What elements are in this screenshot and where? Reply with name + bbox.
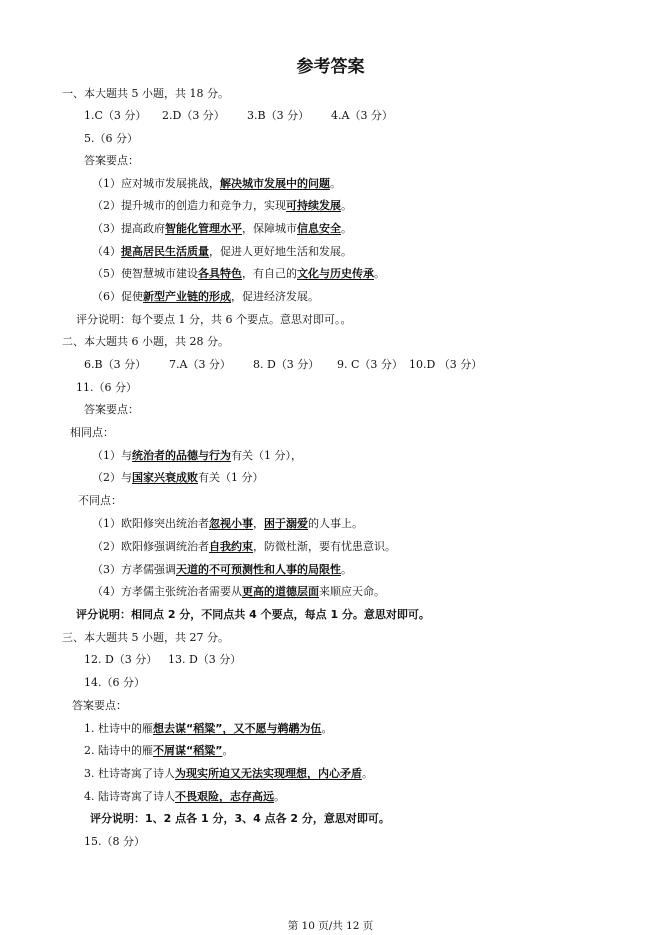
key-point: （5）使智慧城市建设各具特色，有自己的文化与历史传承。: [92, 267, 385, 280]
key-phrase: 提高居民生活质量: [121, 245, 209, 258]
page-title: 参考答案: [296, 57, 365, 77]
key-point: 3. 杜诗寄寓了诗人为现实所迫又无法实现理想，内心矛盾。: [84, 767, 373, 780]
key-phrase: 智能化管理水平: [165, 222, 242, 235]
answer-4: 4.A（3 分）: [331, 109, 393, 122]
mc-answers-row-3: [84, 652, 241, 668]
question-5-label: 5.（6 分）: [84, 132, 138, 145]
key-phrase: 想去谋“稻粱”，又不愿与鹈鹕为伍: [153, 722, 322, 735]
key-phrase: 自我约束: [209, 540, 253, 553]
key-phrase: 更高的道德层面: [242, 585, 319, 598]
question-14-label: 14.（6 分）: [84, 676, 145, 689]
key-point: 4. 陆诗寄寓了诗人不畏艰险，志存高远。: [84, 790, 285, 803]
similarity-point: （1）与统治者的品德与行为有关（1 分），: [92, 449, 302, 462]
scoring-note: 评分说明：每个要点 1 分，共 6 个要点。意思对即可。。: [76, 313, 352, 326]
key-points-label: 答案要点：: [72, 699, 127, 712]
answer-10: 10.D （3 分）: [409, 358, 483, 371]
similarity-point: （2）与国家兴衰成败有关（1 分）: [92, 471, 264, 484]
key-phrase: 不畏艰险，志存高远: [175, 790, 274, 803]
key-point: 1. 杜诗中的雁想去谋“稻粱”，又不愿与鹈鹕为伍。: [84, 722, 333, 735]
key-phrase: 解决城市发展中的问题: [220, 177, 330, 190]
key-phrase: 新型产业链的形成: [143, 290, 231, 303]
question-15-label: 15.（8 分）: [84, 835, 145, 848]
key-phrase: 信息安全: [297, 222, 341, 235]
key-phrase: 可持续发展: [286, 199, 341, 212]
key-points-label: 答案要点：: [84, 154, 139, 167]
answer-7: 7.A（3 分）: [169, 358, 231, 371]
difference-point: （4）方孝儒主张统治者需要从更高的道德层面来顺应天命。: [92, 585, 385, 598]
key-phrase: 统治者的品德与行为: [132, 449, 231, 462]
key-phrase: 各具特色: [198, 267, 242, 280]
key-phrase: 不屑谋“稻粱”: [153, 744, 223, 757]
key-phrase: 文化与历史传承: [297, 267, 374, 280]
section-2-heading: 二、本大题共 6 小题，共 28 分。: [62, 335, 229, 348]
key-phrase: 为现实所迫又无法实现理想，内心矛盾: [175, 767, 362, 780]
answer-13: 13. D（3 分）: [168, 653, 242, 666]
key-phrase: 忽视小事: [209, 517, 253, 530]
difference-point: （2）欧阳修强调统治者自我约束，防微杜渐，要有忧患意识。: [92, 540, 396, 553]
similarities-label: 相同点：: [70, 426, 114, 439]
mc-answers-row-2: [84, 357, 482, 373]
differences-label: 不同点：: [78, 494, 122, 507]
scoring-note: 评分说明：1、2 点各 1 分，3、4 点各 2 分，意思对即可。: [90, 812, 390, 825]
key-phrase: 困于溺爱: [264, 517, 308, 530]
section-1-heading: 一、本大题共 5 小题，共 18 分。: [62, 87, 229, 100]
page-number: 第 10 页/共 12 页: [287, 920, 374, 932]
mc-answers-row-1: [84, 108, 393, 124]
key-phrase: 天道的不可预测性和人事的局限性: [176, 563, 341, 576]
key-point: （1）应对城市发展挑战，解决城市发展中的问题。: [92, 177, 341, 190]
key-point: （4）提高居民生活质量，促进人更好地生活和发展。: [92, 245, 352, 258]
section-3-heading: 三、本大题共 5 小题，共 27 分。: [62, 631, 229, 644]
answer-9: 9. C（3 分）: [337, 358, 403, 371]
answer-12: 12. D（3 分）: [84, 653, 158, 666]
answer-3: 3.B（3 分）: [247, 109, 310, 122]
key-point: （3）提高政府智能化管理水平，保障城市信息安全。: [92, 222, 352, 235]
difference-point: （3）方孝儒强调天道的不可预测性和人事的局限性。: [92, 563, 352, 576]
answer-8: 8. D（3 分）: [253, 358, 320, 371]
scoring-note: 评分说明：相同点 2 分，不同点共 4 个要点，每点 1 分。意思对即可。: [76, 608, 430, 621]
key-point: 2. 陆诗中的雁不屑谋“稻粱”。: [84, 744, 234, 757]
difference-point: （1）欧阳修突出统治者忽视小事，困于溺爱的人事上。: [92, 517, 363, 530]
key-points-label: 答案要点：: [84, 403, 139, 416]
key-point: （6）促使新型产业链的形成，促进经济发展。: [92, 290, 319, 303]
key-point: （2）提升城市的创造力和竞争力，实现可持续发展。: [92, 199, 352, 212]
key-phrase: 国家兴衰成败: [132, 471, 198, 484]
question-11-label: 11.（6 分）: [76, 381, 137, 394]
answer-2: 2.D（3 分）: [162, 109, 225, 122]
answer-6: 6.B（3 分）: [84, 358, 147, 371]
answer-1: 1.C（3 分）: [84, 109, 147, 122]
